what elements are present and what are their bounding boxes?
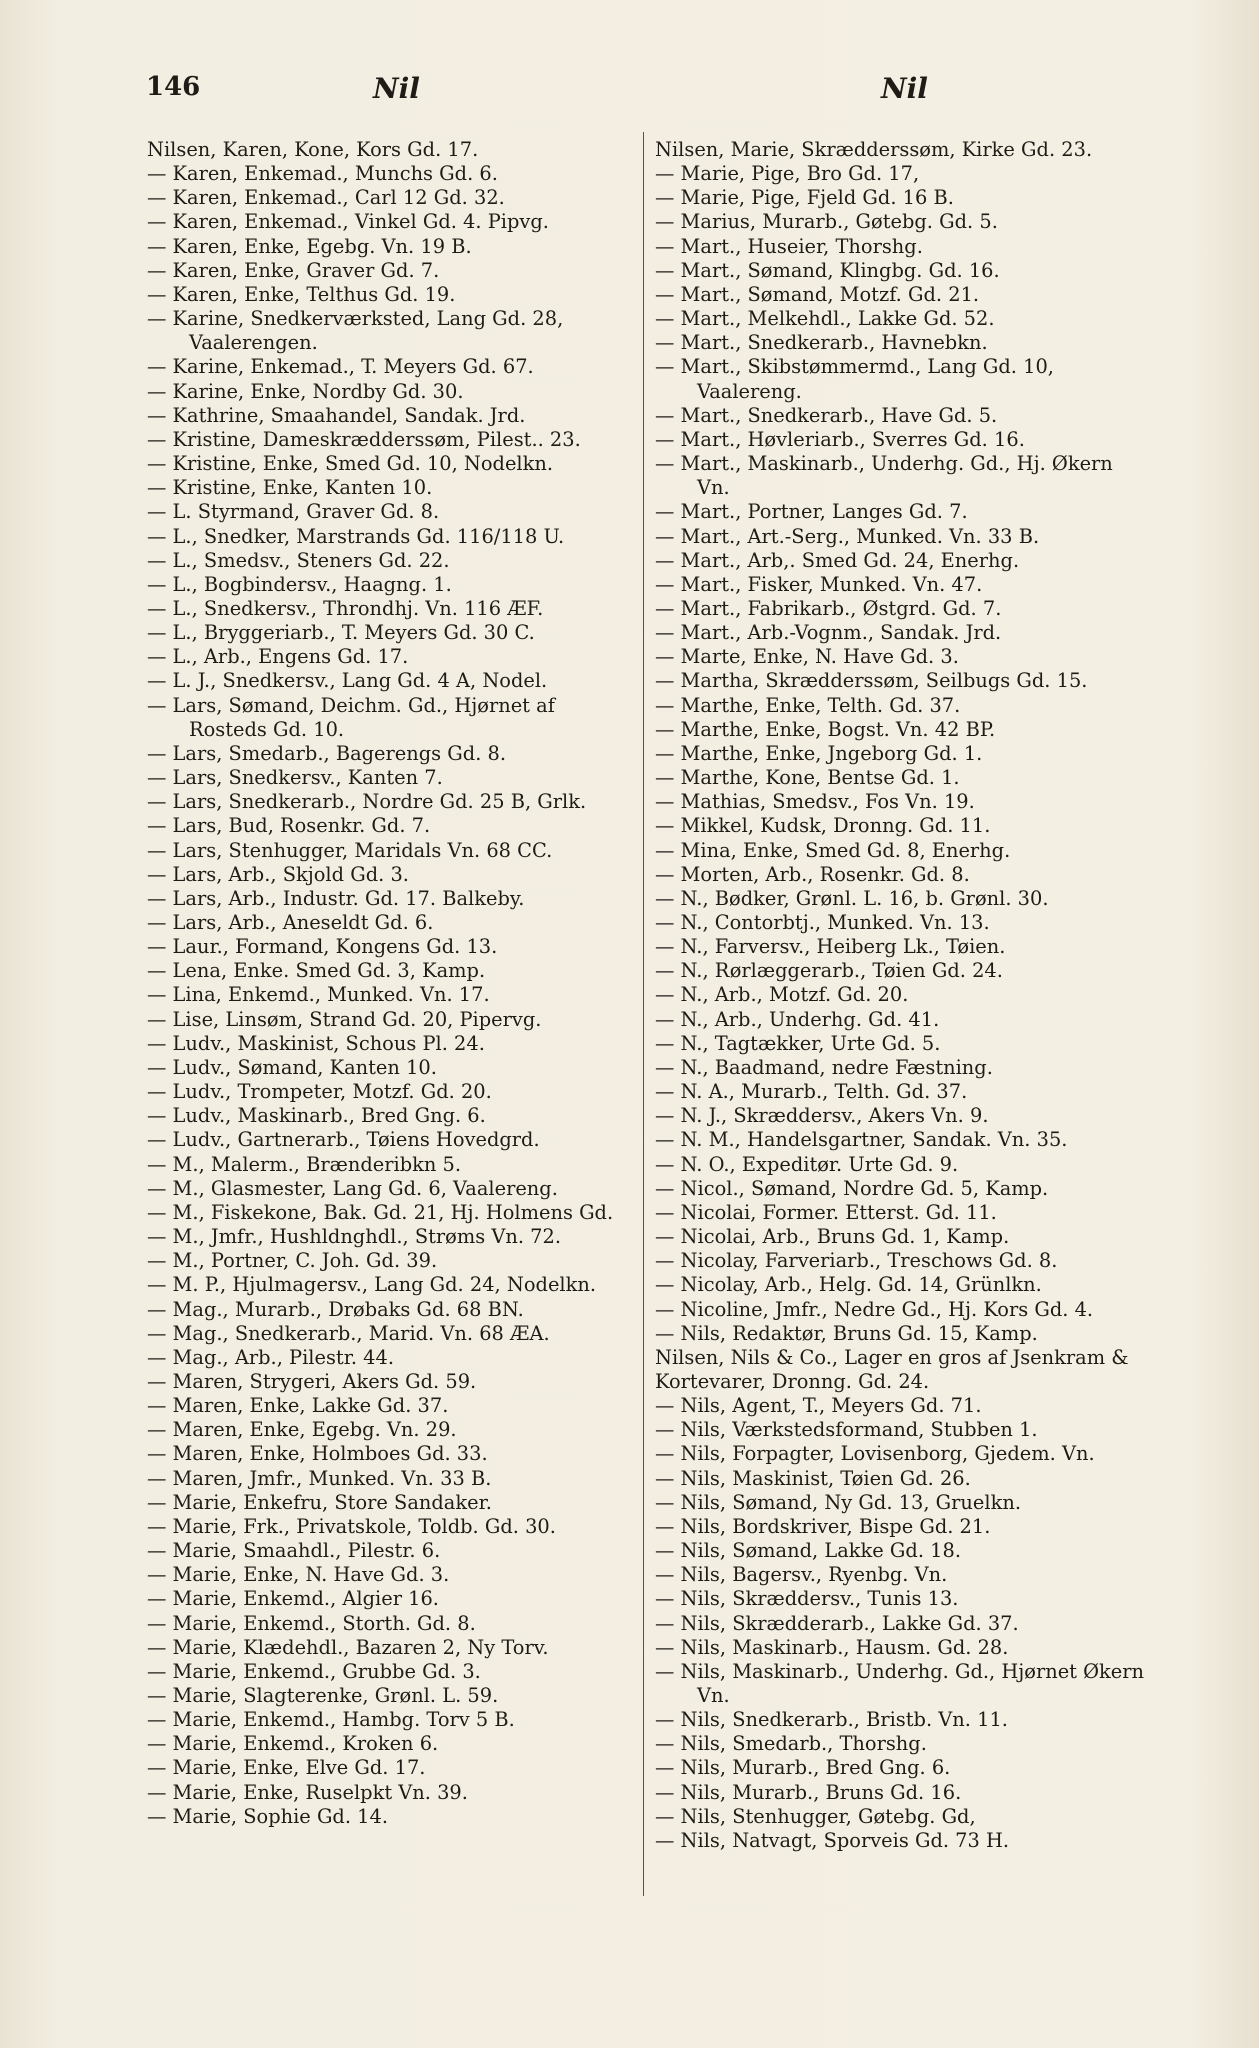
directory-entry: — Lena, Enke. Smed Gd. 3, Kamp. — [147, 959, 486, 983]
directory-entry: — Marthe, Kone, Bentse Gd. 1. — [655, 766, 960, 790]
directory-entry: — Nils, Bagersv., Ryenbg. Vn. — [655, 1563, 948, 1587]
directory-entry: — Karen, Enkemad., Munchs Gd. 6. — [147, 162, 498, 186]
directory-entry: — Mag., Snedkerarb., Marid. Vn. 68 ÆA. — [147, 1321, 550, 1345]
directory-entry: — Nils, Agent, T., Meyers Gd. 71. — [655, 1394, 982, 1418]
directory-entry: — Lars, Bud, Rosenkr. Gd. 7. — [147, 814, 431, 838]
directory-entry: — Ludv., Trompeter, Motzf. Gd. 20. — [147, 1080, 492, 1104]
directory-entry: — Marie, Smaahdl., Pilestr. 6. — [147, 1539, 441, 1563]
directory-entry: — Nils, Skrædderarb., Lakke Gd. 37. — [655, 1611, 1019, 1635]
running-headword-left: Nil — [373, 72, 420, 105]
directory-entry: — Nils, Skræddersv., Tunis 13. — [655, 1587, 959, 1611]
directory-entry: — Marie, Enke, Ruselpkt Vn. 39. — [147, 1780, 468, 1804]
directory-entry: — L., Bryggeriarb., T. Meyers Gd. 30 C. — [147, 621, 535, 645]
directory-entry: — Mag., Arb., Pilestr. 44. — [147, 1345, 395, 1369]
directory-entry: — Marthe, Enke, Bogst. Vn. 42 BP. — [655, 717, 996, 741]
directory-entry: — Morten, Arb., Rosenkr. Gd. 8. — [655, 862, 970, 886]
directory-entry: — Nils, Natvagt, Sporveis Gd. 73 H. — [655, 1828, 1010, 1852]
directory-entry: — Marie, Enkemd., Storth. Gd. 8. — [147, 1611, 476, 1635]
directory-entry: — N., Tagtækker, Urte Gd. 5. — [655, 1031, 941, 1055]
directory-entry: — Nils, Sømand, Ny Gd. 13, Gruelkn. — [655, 1490, 1021, 1514]
directory-entry: — Karen, Enke, Telthus Gd. 19. — [147, 282, 456, 306]
page-header — [0, 72, 1259, 112]
directory-entry: — N. J., Skræddersv., Akers Vn. 9. — [655, 1104, 989, 1128]
directory-entry: — Marie, Enkemd., Algier 16. — [147, 1587, 439, 1611]
directory-entry: — Nicolai, Arb., Bruns Gd. 1, Kamp. — [655, 1225, 1010, 1249]
directory-entry: — N., Baadmand, nedre Fæstning. — [655, 1055, 993, 1079]
directory-entry: Nilsen, Karen, Kone, Kors Gd. 17. — [147, 138, 479, 161]
directory-entry: — Maren, Enke, Lakke Gd. 37. — [147, 1394, 449, 1418]
directory-entry: — Mart., Snedkerarb., Havnebkn. — [655, 331, 988, 355]
directory-entry: — Maren, Jmfr., Munked. Vn. 33 B. — [147, 1466, 492, 1490]
directory-entry: — Nils, Snedkerarb., Bristb. Vn. 11. — [655, 1708, 1008, 1732]
directory-entry: — Nils, Forpagter, Lovisenborg, Gjedem. Vn. — [655, 1442, 1095, 1466]
directory-entry: — Nicolai, Former. Etterst. Gd. 11. — [655, 1200, 997, 1224]
directory-entry: — Kristine, Enke, Kanten 10. — [147, 476, 433, 500]
directory-entry: — Nils, Maskinist, Tøien Gd. 26. — [655, 1466, 971, 1490]
directory-entry: — N., Bødker, Grønl. L. 16, b. Grønl. 30. — [655, 886, 1049, 910]
directory-entry: — Mart., Melkehdl., Lakke Gd. 52. — [655, 307, 995, 331]
directory-entry: — Mart., Fabrikarb., Østgrd. Gd. 7. — [655, 596, 1002, 620]
column-divider — [643, 132, 644, 1896]
directory-entry: — Marie, Enke, Elve Gd. 17. — [147, 1756, 426, 1780]
directory-entry: — Mart., Sømand, Motzf. Gd. 21. — [655, 282, 980, 306]
directory-entry: — Nils, Maskinarb., Hausm. Gd. 28. — [655, 1635, 1009, 1659]
directory-entry: — Ludv., Maskinist, Schous Pl. 24. — [147, 1031, 485, 1055]
directory-entry: — Nils, Sømand, Lakke Gd. 18. — [655, 1539, 961, 1563]
directory-entry: — Mart., Arb.-Vognm., Sandak. Jrd. — [655, 621, 1002, 645]
directory-entry: — Nils, Maskinarb., Underhg. Gd., Hjørnet Økern Vn. — [655, 1659, 1145, 1707]
directory-entry: — Lars, Arb., Industr. Gd. 17. Balkeby. — [147, 886, 525, 910]
directory-entry: — Marie, Enkemd., Kroken 6. — [147, 1732, 439, 1756]
directory-entry: — Ludv., Gartnerarb., Tøiens Hovedgrd. — [147, 1128, 540, 1152]
directory-entry: — Mart., Arb,. Smed Gd. 24, Enerhg. — [655, 548, 1020, 572]
directory-entry: — Maren, Enke, Holmboes Gd. 33. — [147, 1442, 488, 1466]
directory-entry: — Mart., Snedkerarb., Have Gd. 5. — [655, 403, 998, 427]
directory-entry: — Mart., Skibstømmermd., Lang Gd. 10, Vaalereng. — [655, 355, 1054, 403]
directory-entry: — Nils, Murarb., Bruns Gd. 16. — [655, 1780, 962, 1804]
directory-entry: — Karen, Enkemad., Vinkel Gd. 4. Pipvg. — [147, 210, 549, 234]
directory-entry: — Martha, Skrædderssøm, Seilbugs Gd. 15. — [655, 669, 1088, 693]
directory-entry: — Karine, Enkemad., T. Meyers Gd. 67. — [147, 355, 534, 379]
directory-entry: — Marie, Frk., Privatskole, Toldb. Gd. 30. — [147, 1514, 556, 1538]
directory-entry: — Nicol., Sømand, Nordre Gd. 5, Kamp. — [655, 1176, 1049, 1200]
directory-entry: — Marie, Slagterenke, Grønl. L. 59. — [147, 1684, 499, 1707]
directory-entry: — Mart., Sømand, Klingbg. Gd. 16. — [655, 258, 1000, 282]
directory-entry: — L., Snedkersv., Throndhj. Vn. 116 ÆF. — [147, 596, 544, 620]
directory-entry: — N., Arb., Motzf. Gd. 20. — [655, 983, 909, 1007]
directory-entry: — Nils, Smedarb., Thorshg. — [655, 1732, 927, 1756]
directory-entry: — Marie, Enkemd., Grubbe Gd. 3. — [147, 1659, 481, 1683]
directory-entry: — Mart., Art.-Serg., Munked. Vn. 33 B. — [655, 524, 1040, 548]
left-column — [147, 138, 637, 1829]
directory-entry: — Lina, Enkemd., Munked. Vn. 17. — [147, 983, 490, 1007]
directory-entry: — Maren, Strygeri, Akers Gd. 59. — [147, 1369, 477, 1393]
directory-entry: — L., Smedsv., Steners Gd. 22. — [147, 548, 450, 572]
directory-entry: — Marthe, Enke, Jngeborg Gd. 1. — [655, 741, 983, 765]
directory-entry: — M., Portner, C. Joh. Gd. 39. — [147, 1249, 438, 1273]
directory-entry: — Ludv., Maskinarb., Bred Gng. 6. — [147, 1104, 486, 1128]
directory-entry: — N. A., Murarb., Telth. Gd. 37. — [655, 1080, 968, 1104]
directory-entry: — N., Arb., Underhg. Gd. 41. — [655, 1007, 940, 1031]
directory-entry: — M., Jmfr., Hushldnghdl., Strøms Vn. 72. — [147, 1225, 561, 1249]
directory-entry: — Mart., Huseier, Thorshg. — [655, 234, 923, 258]
directory-entry: — Mart., Maskinarb., Underhg. Gd., Hj. Økern Vn. — [655, 452, 1113, 500]
directory-entry: — Mart., Høvleriarb., Sverres Gd. 16. — [655, 427, 1025, 451]
right-column — [655, 138, 1150, 1853]
directory-entry: — Karine, Enke, Nordby Gd. 30. — [147, 379, 464, 403]
directory-entry: — L., Snedker, Marstrands Gd. 116/118 U. — [147, 524, 565, 548]
directory-entry: — Lars, Snedkersv., Kanten 7. — [147, 766, 443, 790]
directory-entry: — Kathrine, Smaahandel, Sandak. Jrd. — [147, 403, 526, 427]
directory-entry: — Marie, Pige, Bro Gd. 17, — [655, 162, 920, 186]
directory-entry: — Marius, Murarb., Gøtebg. Gd. 5. — [655, 210, 998, 234]
directory-entry: — Nils, Bordskriver, Bispe Gd. 21. — [655, 1514, 991, 1538]
directory-entry: — Nicolay, Farveriarb., Treschows Gd. 8. — [655, 1249, 1058, 1273]
directory-entry: — Nils, Murarb., Bred Gng. 6. — [655, 1756, 951, 1780]
running-headword-right: Nil — [881, 72, 928, 105]
directory-entry: — Kristine, Enke, Smed Gd. 10, Nodelkn. — [147, 452, 554, 476]
directory-entry: — Lars, Stenhugger, Maridals Vn. 68 CC. — [147, 838, 553, 862]
directory-entry: — Marte, Enke, N. Have Gd. 3. — [655, 645, 959, 669]
directory-entry: — Lars, Arb., Skjold Gd. 3. — [147, 862, 409, 886]
directory-entry: — M., Fiskekone, Bak. Gd. 21, Hj. Holmens Gd. — [147, 1200, 614, 1224]
directory-entry: — Karine, Snedkerværksted, Lang Gd. 28, Vaalerengen. — [147, 307, 564, 355]
directory-entry: — Mathias, Smedsv., Fos Vn. 19. — [655, 790, 975, 814]
directory-entry: — Marie, Klædehdl., Bazaren 2, Ny Torv. — [147, 1635, 549, 1659]
directory-entry: — Mina, Enke, Smed Gd. 8, Enerhg. — [655, 838, 1011, 862]
directory-entry: — Karen, Enkemad., Carl 12 Gd. 32. — [147, 186, 505, 210]
directory-entry: — Nicoline, Jmfr., Nedre Gd., Hj. Kors Gd. 4. — [655, 1297, 1094, 1321]
directory-entry: — Marie, Enkemd., Hambg. Torv 5 B. — [147, 1708, 515, 1732]
directory-entry: — Marie, Enke, N. Have Gd. 3. — [147, 1563, 450, 1587]
directory-entry: — Marie, Sophie Gd. 14. — [147, 1804, 389, 1828]
directory-entry: — L., Bogbindersv., Haagng. 1. — [147, 572, 452, 596]
directory-entry: — N., Contorbtj., Munked. Vn. 13. — [655, 911, 990, 934]
directory-entry: — Marie, Enkefru, Store Sandaker. — [147, 1490, 492, 1514]
directory-entry: — Karen, Enke, Egebg. Vn. 19 B. — [147, 234, 472, 258]
directory-entry: — Lars, Arb., Aneseldt Gd. 6. — [147, 911, 434, 934]
directory-entry: — L., Arb., Engens Gd. 17. — [147, 645, 409, 669]
directory-entry: — Lars, Sømand, Deichm. Gd., Hjørnet af Rosteds Gd. 10. — [147, 693, 555, 741]
directory-entry: — Karen, Enke, Graver Gd. 7. — [147, 258, 440, 282]
directory-entry: — N. M., Handelsgartner, Sandak. Vn. 35. — [655, 1128, 1068, 1152]
directory-entry: — M., Glasmester, Lang Gd. 6, Vaalereng. — [147, 1176, 558, 1200]
directory-entry: — Mag., Murarb., Drøbaks Gd. 68 BN. — [147, 1297, 524, 1321]
directory-entry: — Nils, Stenhugger, Gøtebg. Gd, — [655, 1804, 976, 1828]
directory-entry: — N. O., Expeditør. Urte Gd. 9. — [655, 1152, 959, 1176]
directory-entry: Nilsen, Nils & Co., Lager en gros af Jsenkram & Kortevarer, Dronng. Gd. 24. — [655, 1345, 1129, 1393]
directory-entry: — Laur., Formand, Kongens Gd. 13. — [147, 935, 498, 959]
directory-entry: — Marie, Pige, Fjeld Gd. 16 B. — [655, 186, 954, 210]
directory-entry: — Nils, Værkstedsformand, Stubben 1. — [655, 1418, 1038, 1442]
directory-entry: Nilsen, Marie, Skrædderssøm, Kirke Gd. 23. — [655, 138, 1093, 161]
directory-entry: — Lars, Smedarb., Bagerengs Gd. 8. — [147, 741, 507, 765]
directory-entry: — Nils, Redaktør, Bruns Gd. 15, Kamp. — [655, 1321, 1038, 1345]
directory-entry: — N., Rørlæggerarb., Tøien Gd. 24. — [655, 959, 1003, 983]
directory-entry: — L. Styrmand, Graver Gd. 8. — [147, 500, 440, 524]
directory-entry: — Marthe, Enke, Telth. Gd. 37. — [655, 693, 961, 717]
directory-entry: — Lars, Snedkerarb., Nordre Gd. 25 B, Grlk. — [147, 790, 587, 814]
directory-entry: — Mart., Portner, Langes Gd. 7. — [655, 500, 968, 524]
directory-entry: — Nicolay, Arb., Helg. Gd. 14, Grünlkn. — [655, 1273, 1042, 1297]
directory-entry: — M., Malerm., Brænderibkn 5. — [147, 1152, 462, 1176]
page-number: 146 — [146, 72, 201, 102]
directory-entry: — Kristine, Dameskrædderssøm, Pilest.. 23. — [147, 427, 581, 451]
directory-entry: — Ludv., Sømand, Kanten 10. — [147, 1055, 437, 1079]
directory-entry: — M. P., Hjulmagersv., Lang Gd. 24, Nodelkn. — [147, 1273, 597, 1297]
directory-entry: — L. J., Snedkersv., Lang Gd. 4 A, Nodel. — [147, 669, 548, 693]
directory-entry: — Maren, Enke, Egebg. Vn. 29. — [147, 1418, 457, 1442]
directory-entry: — Lise, Linsøm, Strand Gd. 20, Pipervg. — [147, 1007, 542, 1031]
directory-entry: — Mikkel, Kudsk, Dronng. Gd. 11. — [655, 814, 991, 838]
directory-entry: — Mart., Fisker, Munked. Vn. 47. — [655, 572, 983, 596]
directory-entry: — N., Farversv., Heiberg Lk., Tøien. — [655, 935, 1006, 959]
